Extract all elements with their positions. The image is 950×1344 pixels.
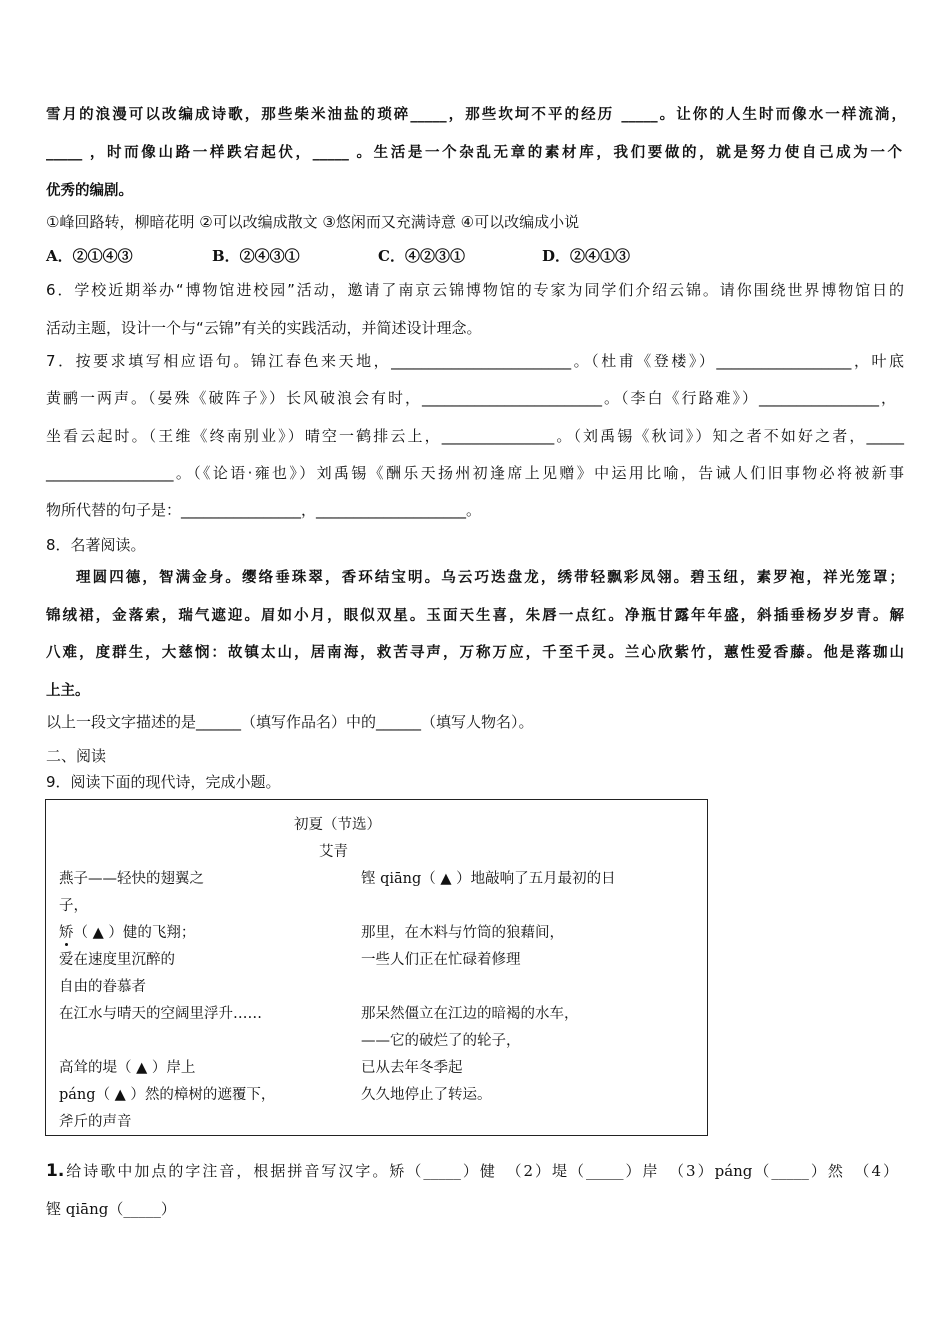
poem-right-line-3: 一些人们正在忙碌着修理 xyxy=(361,952,521,968)
section-title: 二、阅读 xyxy=(46,747,107,765)
q8-passage-4: 上主。 xyxy=(46,682,90,699)
q5-option-c: C．④②③① xyxy=(378,247,465,265)
q6-line-2: 活动主题，设计一个与“云锦”有关的实践活动，并简述设计理念。 xyxy=(46,319,482,337)
blank-marker: （ ▲ ） xyxy=(95,1087,145,1103)
q8-passage-1: 理圆四德，智满金身。缨络垂珠翠，香环结宝明。乌云巧迭盘龙，绣带轻飘彩凤翎。碧玉纽，素罗袍，祥光笼罩； xyxy=(76,569,904,586)
q8-title: 8．名著阅读。 xyxy=(46,536,146,554)
blank-marker: （ ▲ ） xyxy=(117,1060,167,1076)
dotted-char: 矫 xyxy=(59,921,74,942)
dotted-char: 高耸的堤 xyxy=(59,1060,117,1076)
q7-line-1: 7．按要求填写相应语句。锦江春色来天地，________________________。（杜甫《登楼》）__________________，叶底 xyxy=(46,352,904,370)
q8-passage-2: 锦绒裙，金落索，瑞气遮迎。眉如小月，眼似双星。玉面天生喜，朱唇一点红。净瓶甘露年年盛，斜插垂杨岁岁青。解 xyxy=(46,607,904,624)
poem-right-line-6: 已从去年冬季起 xyxy=(361,1060,463,1076)
q7-line-4: _________________。（《论语·雍也》）刘禹锡《酬乐天扬州初逢席上见赠》中运用比喻，告诫人们旧事物必将被新事 xyxy=(46,464,904,482)
poem-author: 艾青 xyxy=(319,844,348,860)
q5-option-b: B．②④③① xyxy=(212,247,300,265)
q5-line-3: 优秀的编剧。 xyxy=(46,182,133,199)
q9-1-line-2: 铿 qiāng（_____） xyxy=(46,1200,176,1218)
q6-line-1: 6．学校近期举办“博物馆进校园”活动，邀请了南京云锦博物馆的专家为同学们介绍云锦。请你围绕世界博物馆日的 xyxy=(46,281,904,299)
q5-line-1: 雪月的浪漫可以改编成诗歌，那些柴米油盐的琐碎_____，那些坎坷不平的经历 _____。让你的人生时而像水一样流淌， xyxy=(46,106,906,123)
poem-left-line-6: 在江水与晴天的空阔里浮升…… xyxy=(59,1006,262,1022)
poem-right-line-2: 那里，在木料与竹筒的狼藉间， xyxy=(361,925,564,941)
q5-option-a: A．②①④③ xyxy=(46,247,133,265)
poem-right-line-7: 久久地停止了转运。 xyxy=(361,1087,492,1103)
q8-question: 以上一段文字描述的是______（填写作品名）中的______（填写人物名）。 xyxy=(46,713,534,731)
poem-left-line-4: 爱在速度里沉醉的 xyxy=(59,952,175,968)
poem-left-line-7: 高耸的堤（ ▲ ）岸上 xyxy=(59,1060,196,1076)
blank-marker: （ ▲ ） xyxy=(421,871,471,887)
poem-left-line-9: 斧斤的声音 xyxy=(59,1114,132,1130)
poem-left-line-1: 燕子——轻快的翅翼之 xyxy=(59,871,204,887)
poem-left-line-2: 子， xyxy=(59,898,88,914)
q8-passage-3: 八难，度群生，大慈悯：故镇太山，居南海，救苦寻声，万称万应，千至千灵。兰心欣紫竹，蕙性爱香藤。他是落珈山 xyxy=(46,644,904,661)
poem-title: 初夏（节选） xyxy=(294,817,381,833)
blank-marker: （ ▲ ） xyxy=(73,925,123,941)
q9-1-line-1: 1.给诗歌中加点的字注音，根据拼音写汉字。矫（_____）健 （2）堤（_____）岸 （3）páng（_____）然 （4） xyxy=(46,1161,898,1181)
q7-line-5: 物所代替的句子是：________________，____________________。 xyxy=(46,501,482,519)
q5-items: ①峰回路转，柳暗花明 ②可以改编成散文 ③悠闲而又充满诗意 ④可以改编成小说 xyxy=(46,213,580,231)
q5-option-d: D．②④①③ xyxy=(542,247,631,265)
q9-title: 9．阅读下面的现代诗，完成小题。 xyxy=(46,773,281,791)
poem-right-line-5: ——它的破烂了的轮子， xyxy=(361,1033,521,1049)
q7-line-3: 坐看云起时。（王维《终南别业》）晴空一鹤排云上，_______________。（刘禹锡《秋词》）知之者不如好之者，_____ xyxy=(46,427,904,445)
poem-left-line-8: páng（ ▲ ）然的樟树的遮覆下， xyxy=(59,1087,276,1103)
poem-box xyxy=(45,799,708,1136)
poem-right-line-4: 那呆然僵立在江边的暗褐的水车， xyxy=(361,1006,579,1022)
q5-line-2: _____ ，时而像山路一样跌宕起伏，_____ 。生活是一个杂乱无章的素材库，我们要做的，就是努力使自己成为一个 xyxy=(46,144,902,161)
poem-right-line-1: 铿 qiāng（ ▲ ）地敲响了五月最初的日 xyxy=(361,871,616,887)
poem-left-line-3: 矫（ ▲ ）健的飞翔； xyxy=(59,921,195,942)
q7-line-2: 黄鹂一两声。（晏殊《破阵子》）长风破浪会有时，________________________。（李白《行路难》）________________， xyxy=(46,389,896,407)
poem-left-line-5: 自由的眷慕者 xyxy=(59,979,146,995)
